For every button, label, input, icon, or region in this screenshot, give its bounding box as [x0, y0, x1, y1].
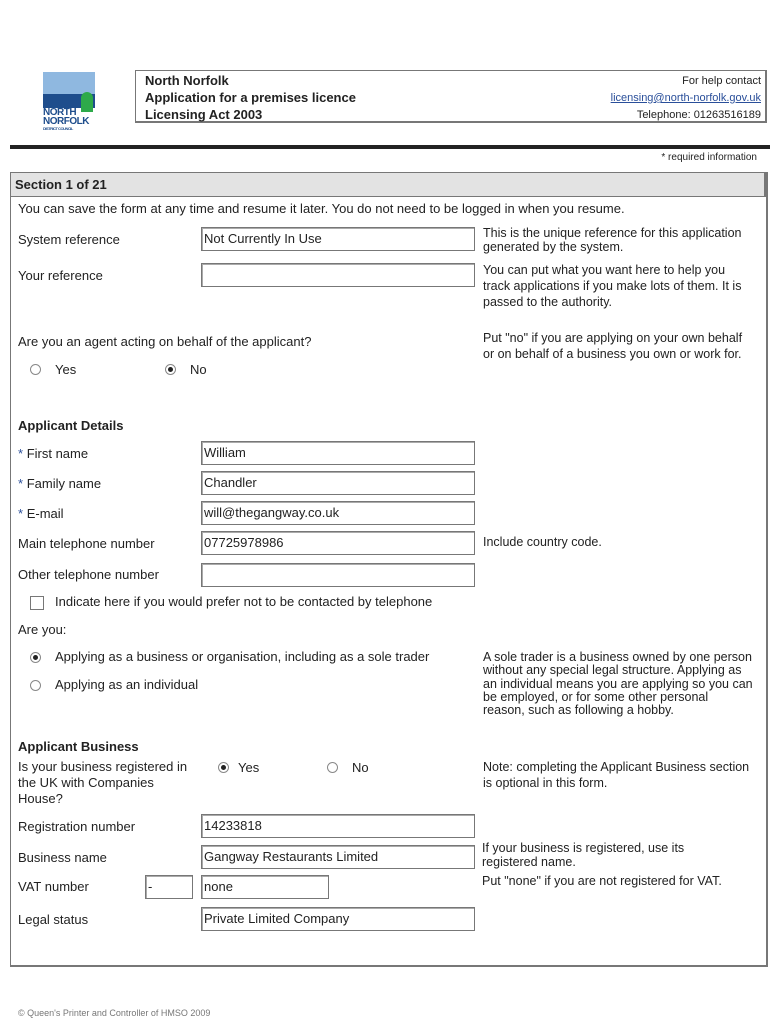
divider	[10, 145, 770, 149]
registered-question: Is your business registered in the UK with Companies House?	[18, 759, 188, 806]
copyright-footer: © Queen's Printer and Controller of HMSO 2009	[18, 1008, 211, 1018]
registered-no-radio[interactable]	[327, 762, 338, 773]
business-option-label: Applying as a business or organisation, including as a sole trader	[55, 649, 430, 664]
label-text: Family name	[26, 476, 102, 491]
logo-text: DISTRICT COUNCIL	[43, 126, 73, 131]
reg-number-label: Registration number	[18, 819, 136, 834]
registered-yes-radio[interactable]	[218, 762, 229, 773]
legal-status-label: Legal status	[18, 912, 89, 927]
first-name-label	[18, 446, 88, 461]
vat-number-input[interactable]: none	[201, 875, 329, 899]
registered-yes-label: Yes	[238, 760, 260, 775]
individual-radio[interactable]	[30, 680, 41, 691]
council-logo	[43, 72, 95, 134]
system-ref-input[interactable]: Not Currently In Use	[201, 227, 475, 251]
label-text: First name	[26, 446, 89, 461]
are-you-help: A sole trader is a business owned by one person without any special legal structure. Applying as an individual means you are applying so you can be employed, or for some other personal reason, such as following a hobby.	[483, 650, 753, 718]
required-note: * required information	[661, 152, 757, 163]
email-input[interactable]: will@thegangway.co.uk	[201, 501, 475, 525]
agent-yes-radio[interactable]	[30, 364, 41, 375]
applicant-business-heading: Applicant Business	[18, 739, 139, 754]
no-phone-label: Indicate here if you would prefer not to be contacted by telephone	[55, 594, 433, 609]
your-ref-help: You can put what you want here to help you track applications if you make lots of them. It is passed to the authority.	[483, 263, 742, 309]
vat-label: VAT number	[18, 879, 89, 894]
agent-help: Put "no" if you are applying on your own behalf or on behalf of a business you own or work for.	[483, 331, 743, 361]
agent-question: Are you an agent acting on behalf of the applicant?	[18, 334, 312, 349]
main-tel-label: Main telephone number	[18, 536, 155, 551]
system-ref-help: This is the unique reference for this application generated by the system.	[483, 226, 742, 254]
your-ref-input[interactable]	[201, 263, 475, 287]
help-email-link[interactable]: licensing@north-norfolk.gov.uk	[610, 92, 761, 104]
reg-number-input[interactable]: 14233818	[201, 814, 475, 838]
family-name-label	[18, 476, 101, 491]
label-text: E-mail	[26, 506, 64, 521]
form-title: Application for a premises licence	[145, 90, 356, 105]
legal-status-input[interactable]: Private Limited Company	[201, 907, 475, 931]
business-radio[interactable]	[30, 652, 41, 663]
first-name-input[interactable]: William	[201, 441, 475, 465]
system-ref-label: System reference	[18, 232, 120, 247]
logo-text: NORTH	[43, 107, 77, 118]
agent-no-label: No	[190, 362, 207, 377]
are-you-label: Are you:	[18, 622, 67, 637]
business-name-help: If your business is registered, use its registered name.	[482, 841, 685, 869]
business-name-label: Business name	[18, 850, 107, 865]
required-star: *	[18, 476, 24, 491]
logo-text: NORFOLK	[43, 116, 89, 127]
org-name: North Norfolk	[145, 73, 229, 88]
section-header	[10, 172, 766, 197]
vat-help: Put "none" if you are not registered for VAT.	[482, 874, 722, 888]
main-tel-help: Include country code.	[483, 535, 602, 549]
help-contact-label: For help contact	[682, 75, 761, 87]
email-label	[18, 506, 64, 521]
registered-no-label: No	[352, 760, 369, 775]
vat-prefix-input[interactable]: -	[145, 875, 193, 899]
section-intro: You can save the form at any time and resume it later. You do not need to be logged in when you resume.	[18, 201, 625, 216]
business-name-input[interactable]: Gangway Restaurants Limited	[201, 845, 475, 869]
help-phone: Telephone: 01263516189	[636, 109, 761, 121]
act-name: Licensing Act 2003	[145, 107, 263, 122]
your-ref-label: Your reference	[18, 268, 103, 283]
required-star: *	[18, 446, 24, 461]
header-box	[135, 70, 767, 123]
agent-no-radio[interactable]	[165, 364, 176, 375]
applicant-details-heading: Applicant Details	[18, 418, 124, 433]
individual-option-label: Applying as an individual	[55, 677, 199, 692]
section-title: Section 1 of 21	[15, 177, 107, 192]
family-name-input[interactable]: Chandler	[201, 471, 475, 495]
agent-yes-label: Yes	[55, 362, 77, 377]
required-star: *	[18, 506, 24, 521]
business-note: Note: completing the Applicant Business section is optional in this form.	[483, 760, 750, 790]
other-tel-label: Other telephone number	[18, 567, 159, 582]
other-tel-input[interactable]	[201, 563, 475, 587]
no-phone-checkbox[interactable]	[30, 596, 44, 610]
main-tel-input[interactable]: 07725978986	[201, 531, 475, 555]
